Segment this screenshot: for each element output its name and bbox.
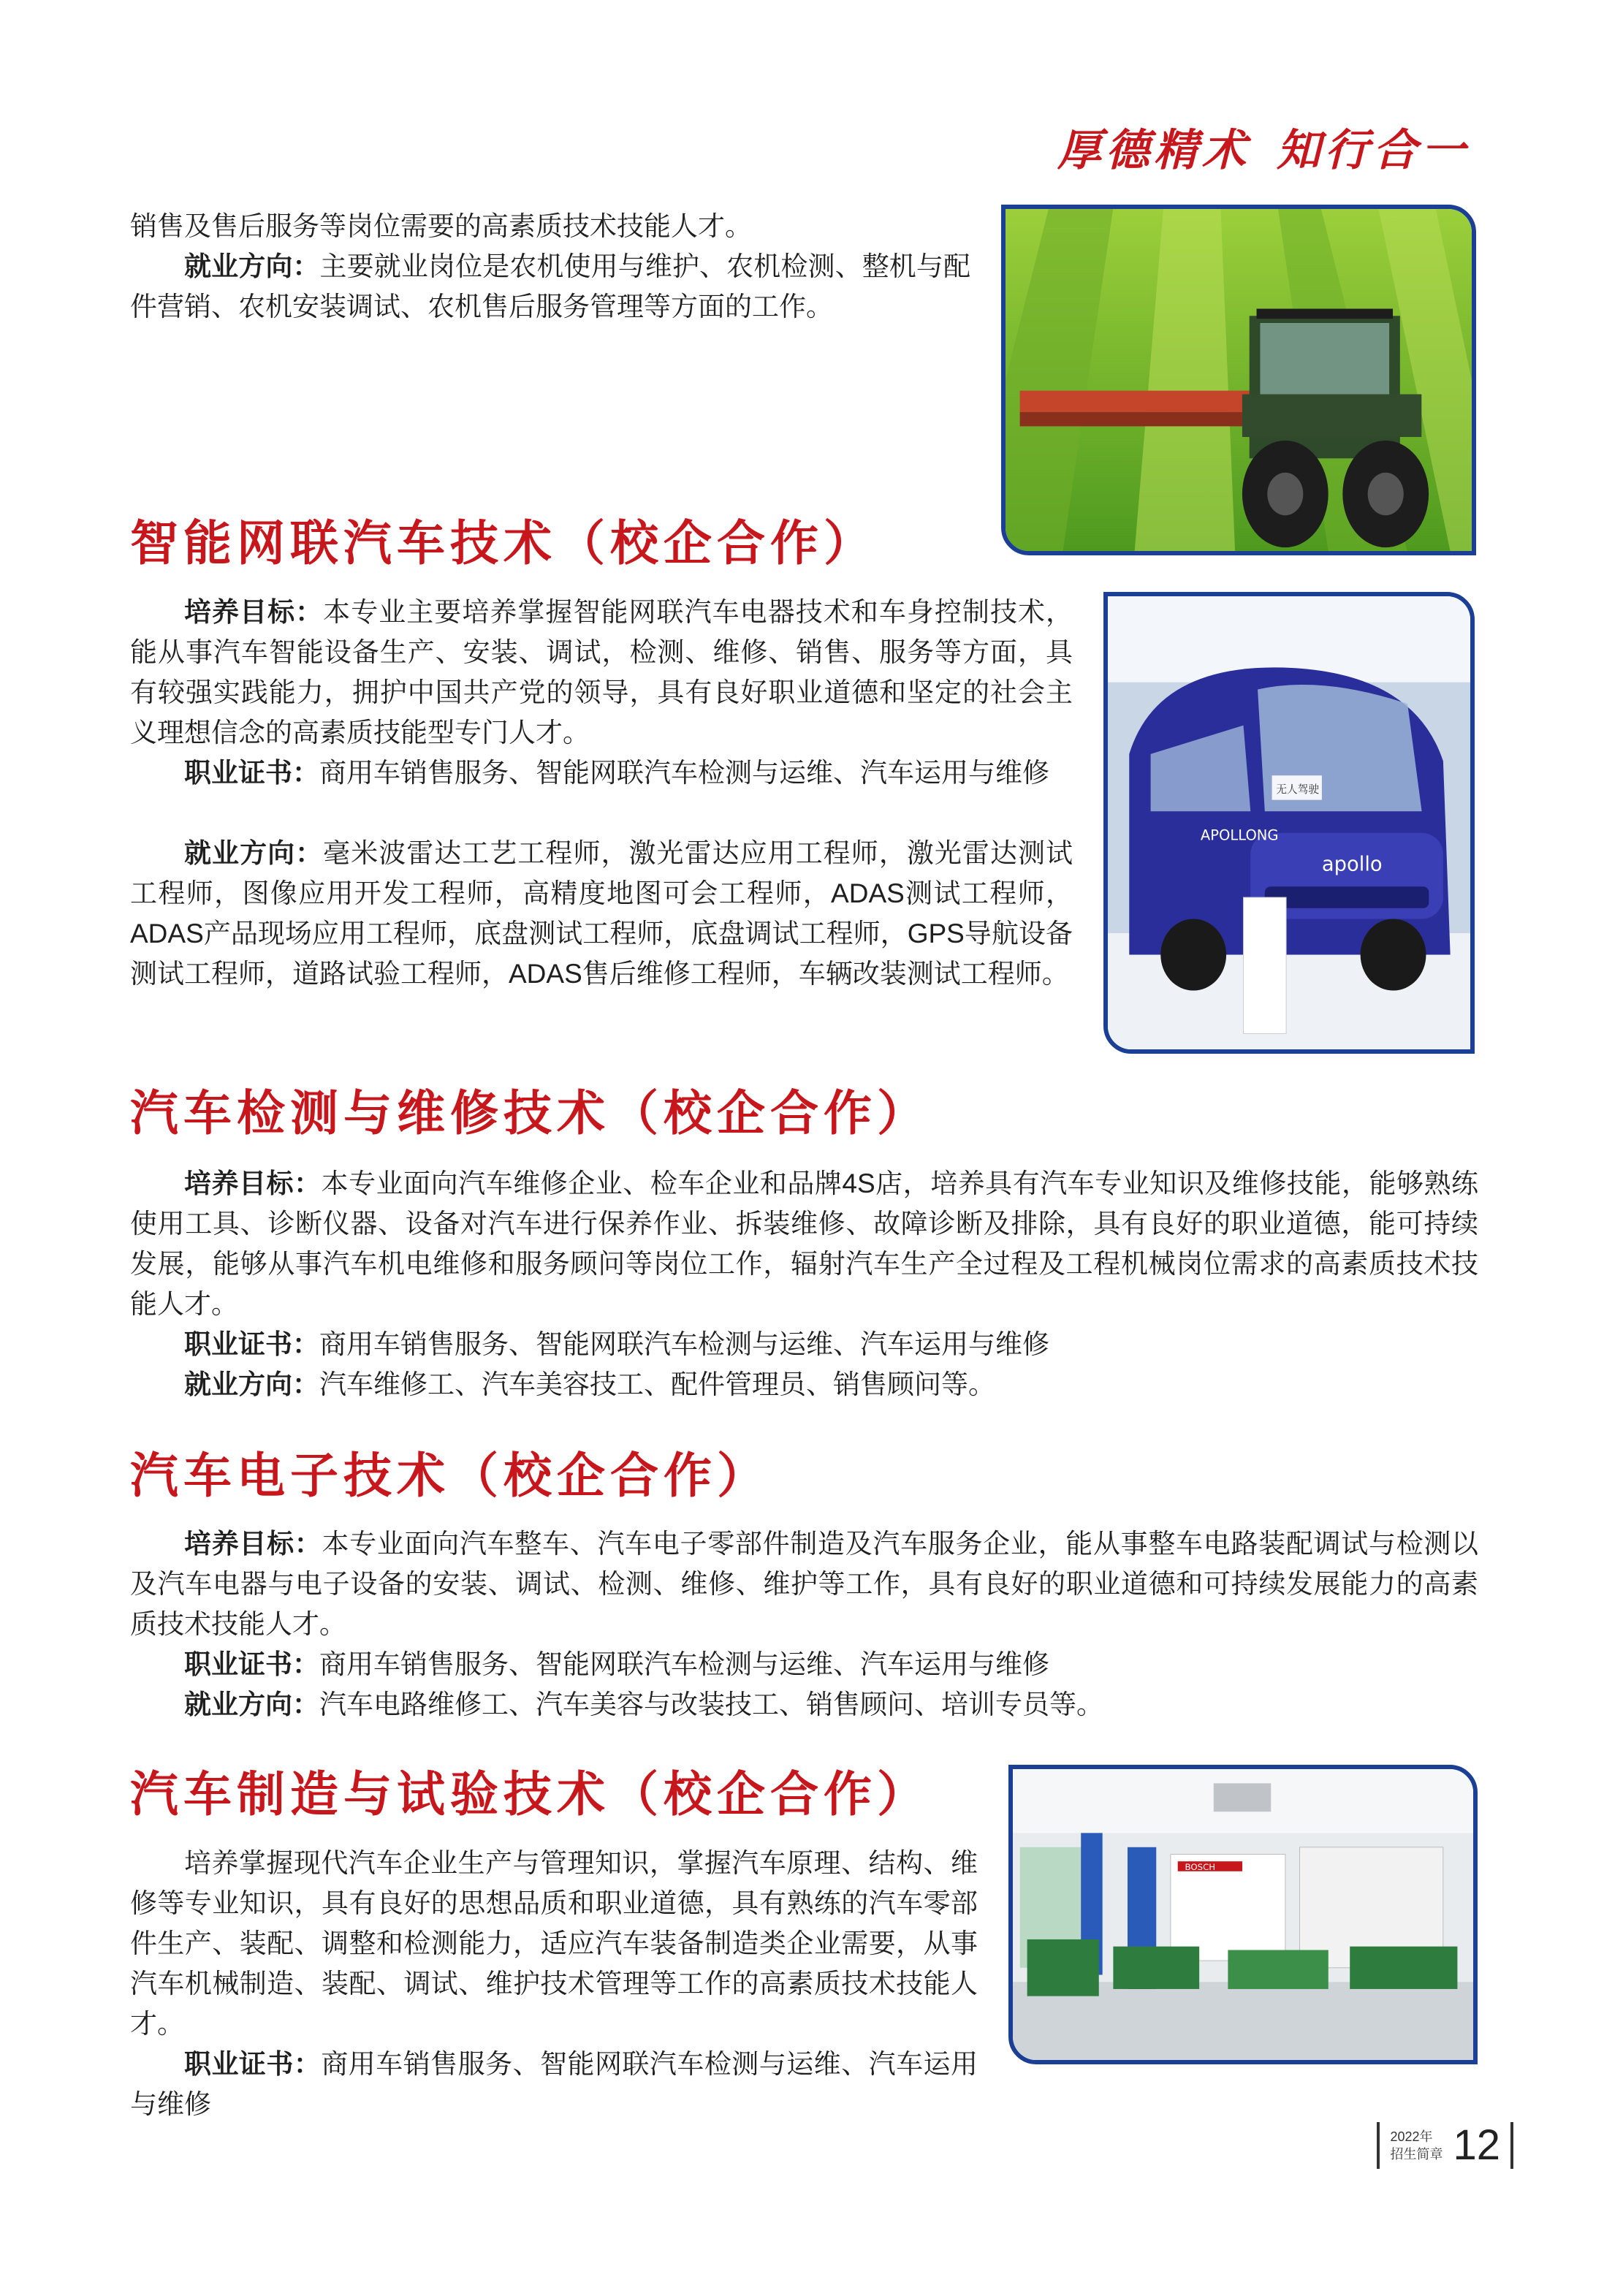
section-1-goal (130, 592, 1073, 753)
intro-employment-label: 就业方向： (184, 251, 320, 281)
section-1-cert-text: 商用车销售服务、智能网联汽车检测与运维、汽车运用与维修 (319, 758, 1049, 788)
section-1-goal-text: 本专业主要培养掌握智能网联汽车电器技术和车身控制技术，能从事汽车智能设备生产、安装、调试，检测、维修、销售、服务等方面，具有较强实践能力，拥护中国共产党的领导，具有良好职业道德和坚定的社会主义理想信念的高素质技能型专门人才。 (130, 597, 1073, 748)
section-2-job-label: 就业方向： (184, 1369, 319, 1399)
intro-line: 销售及售后服务等岗位需要的高素质技术技能人才。 (130, 211, 752, 241)
section-1-title: 智能网联汽车技术（校企合作） (130, 514, 877, 571)
section-1-goal-label: 培养目标： (184, 597, 324, 627)
footer-year: 2022年 (1390, 2129, 1433, 2144)
motto-part-2: 知行合一 (1277, 125, 1470, 176)
section-3-goal-label: 培养目标： (184, 1529, 322, 1559)
section-4-cert (130, 2044, 978, 2124)
section-3-cert (130, 1644, 1478, 1684)
intro-employment-text: 主要就业岗位是农机使用与维护、农机检测、整机与配件营销、农机安装调试、农机售后服务管理等方面的工作。 (130, 251, 971, 322)
tractor-photo (1001, 205, 1476, 555)
section-2-cert-text: 商用车销售服务、智能网联汽车检测与运维、汽车运用与维修 (319, 1329, 1049, 1359)
section-2-goal-label: 培养目标： (184, 1168, 322, 1198)
footer-divider-right (1510, 2122, 1513, 2169)
page-number: 12 (1453, 2121, 1500, 2169)
bus-badge-text: 无人驾驶 (1276, 783, 1319, 796)
section-3-cert-label: 职业证书： (184, 1649, 319, 1679)
section-4-cert-label: 职业证书： (184, 2049, 322, 2079)
section-1-cert-label: 职业证书： (184, 758, 319, 788)
section-4-title: 汽车制造与试验技术（校企合作） (130, 1765, 930, 1822)
section-4-goal: 培养掌握现代汽车企业生产与管理知识，掌握汽车原理、结构、维修等专业知识，具有良好的思想品质和职业道德，具有熟练的汽车零部件生产、装配、调整和检测能力，适应汽车装备制造类企业需要，从事汽车机械制造、装配、调试、维护技术管理等工作的高素质技术技能人才。 (130, 1848, 978, 2039)
footer-caption (1390, 2128, 1443, 2163)
section-2-goal-text: 本专业面向汽车维修企业、检车企业和品牌4S店，培养具有汽车专业知识及维修技能，能够熟练使用工具、诊断仪器、设备对汽车进行保养作业、拆装维修、故障诊断及排除，具有良好的职业道德，能可持续发展，能够从事汽车机电维修和服务顾问等岗位工作，辐射汽车生产全过程及工程机械岗位需求的高素质技术技能人才。 (130, 1168, 1479, 1319)
motto-part-1: 厚德精术 (1057, 125, 1250, 176)
section-3-job (130, 1684, 1478, 1725)
section-2-goal (130, 1163, 1478, 1324)
section-3-job-text: 汽车电路维修工、汽车美容与改装技工、销售顾问、培训专员等。 (319, 1689, 1103, 1719)
section-2-job-text: 汽车维修工、汽车美容技工、配件管理员、销售顾问等。 (319, 1369, 995, 1399)
section-3-cert-text: 商用车销售服务、智能网联汽车检测与运维、汽车运用与维修 (319, 1649, 1049, 1679)
section-2-job (130, 1364, 1478, 1404)
school-motto (1057, 115, 1470, 178)
bus-side-text: APOLLONG (1200, 826, 1279, 844)
section-1-cert (130, 753, 1073, 793)
section-2-title: 汽车检测与维修技术（校企合作） (130, 1084, 930, 1141)
section-4-cert-text: 商用车销售服务、智能网联汽车检测与运维、汽车运用与维修 (130, 2049, 978, 2119)
section-1-job (130, 833, 1073, 994)
lab-sign-text: BOSCH (1185, 1861, 1216, 1872)
intro-employment (130, 246, 970, 327)
section-1-job-text: 毫米波雷达工艺工程师，激光雷达应用工程师，激光雷达测试工程师，图像应用开发工程师，高精度地图可会工程师，ADAS测试工程师，ADAS产品现场应用工程师，底盘测试工程师，底盘调试工程师，GPS导航设备测试工程师，道路试验工程师，ADAS售后维修工程师，车辆改装测试工程师。 (130, 838, 1073, 989)
bus-brand-text: apollo (1321, 853, 1383, 876)
training-lab-photo (1008, 1765, 1478, 2064)
footer-divider (1377, 2122, 1380, 2169)
section-2-cert (130, 1324, 1478, 1364)
section-3-goal (130, 1524, 1478, 1644)
section-3-job-label: 就业方向： (184, 1689, 319, 1719)
section-2-cert-label: 职业证书： (184, 1329, 319, 1359)
section-3-title: 汽车电子技术（校企合作） (130, 1447, 770, 1504)
page-footer (1377, 2121, 1513, 2170)
section-1-job-label: 就业方向： (184, 838, 324, 868)
autonomous-bus-photo (1103, 592, 1475, 1054)
section-3-goal-text: 本专业面向汽车整车、汽车电子零部件制造及汽车服务企业，能从事整车电路装配调试与检测以及汽车电器与电子设备的安装、调试、检测、维修、维护等工作，具有良好的职业道德和可持续发展能力的高素质技术技能人才。 (130, 1529, 1479, 1639)
footer-subtitle: 招生简章 (1390, 2147, 1443, 2162)
